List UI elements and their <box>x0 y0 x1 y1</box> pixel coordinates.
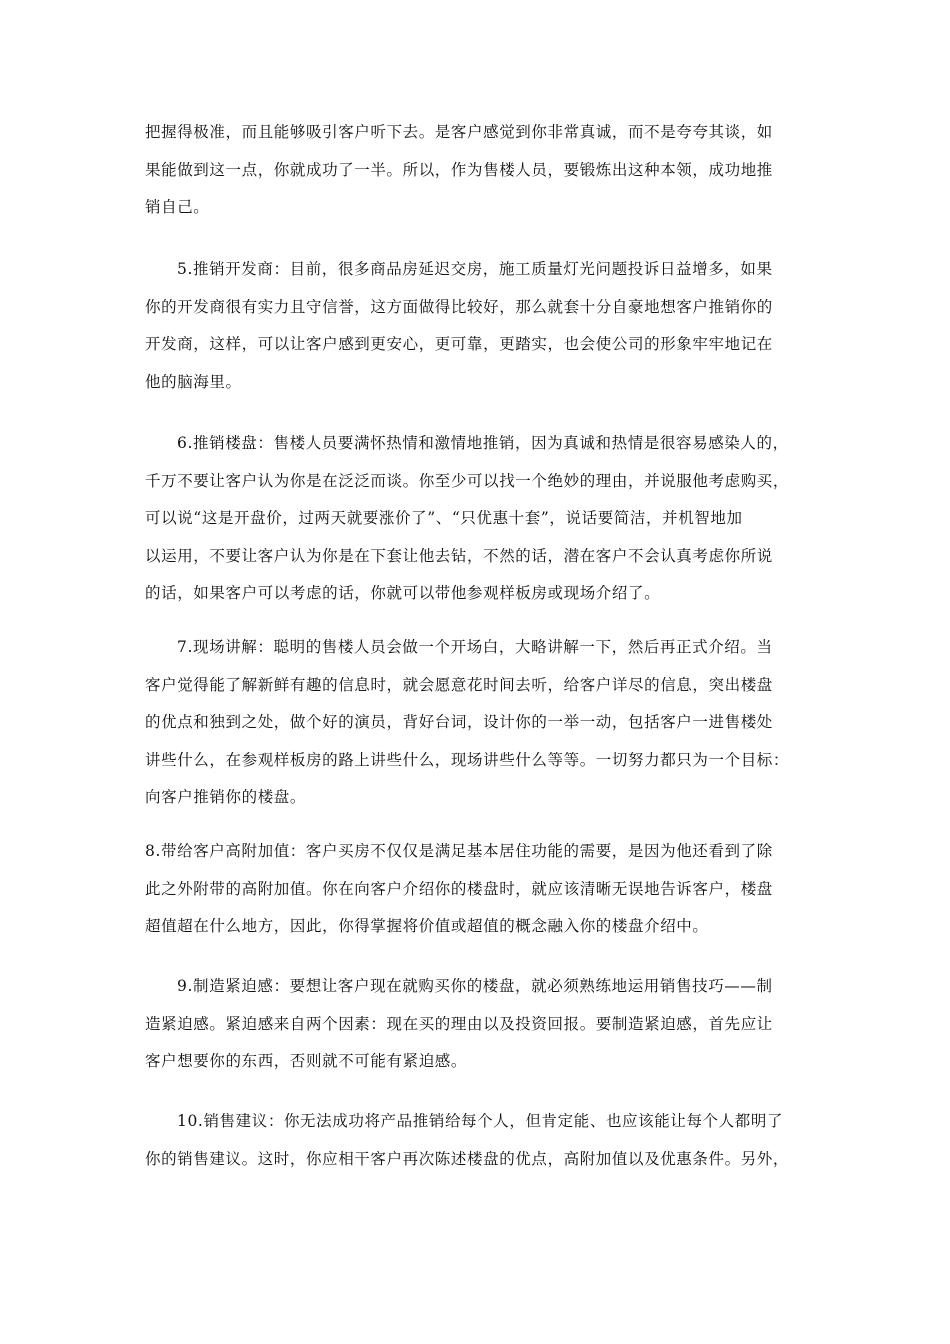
text-line: 造紧迫感。紧迫感来自两个因素：现在买的理由以及投资回报。要制造紧迫感，首先应让 <box>145 1014 773 1033</box>
text-line: 的话，如果客户可以考虑的话，你就可以带他参观样板房或现场介绍了。 <box>145 584 661 602</box>
text-line: 向客户推销你的楼盘。 <box>145 788 307 806</box>
text-line: 他的脑海里。 <box>145 372 242 391</box>
text-line: 超值超在什么地方，因此，你得掌握将价值或超值的概念融入你的楼盘介绍中。 <box>145 917 709 935</box>
text-line: 开发商，这样，可以让客户感到更安心，更可靠，更踏实，也会使公司的形象牢牢地记在 <box>145 335 773 353</box>
text-line: 9.制造紧迫感：要想让客户现在就购买你的楼盘，就必须熟练地运用销售技巧——制 <box>177 977 773 995</box>
paragraph-self-promotion <box>145 114 810 227</box>
text-line: 以运用，不要让客户认为你是在下套让他去钻，不然的话，潜在客户不会认真考虑你所说 <box>145 546 773 565</box>
text-line: 销自己。 <box>145 198 210 216</box>
text-line: 你的开发商很有实力且守信誉，这方面做得比较好，那么就套十分自豪地想客户推销你的 <box>145 297 773 316</box>
paragraph-site-explanation <box>145 629 810 817</box>
text-line: 把握得极准，而且能够吸引客户听下去。是客户感觉到你非常真诚，而不是夸夸其谈，如 <box>145 123 773 141</box>
text-line: 的优点和独到之处，做个好的演员，背好台词，设计你的一举一动，包括客户一进售楼处 <box>145 713 773 731</box>
text-line: 此之外附带的高附加值。你在向客户介绍你的楼盘时，就应该清晰无误地告诉客户，楼盘 <box>145 879 773 898</box>
paragraph-added-value <box>145 833 810 946</box>
paragraph-urgency <box>145 968 810 1081</box>
text-line: 7.现场讲解：聪明的售楼人员会做一个开场白，大略讲解一下，然后再正式介绍。当 <box>177 638 773 656</box>
text-line: 千万不要让客户认为你是在泛泛而谈。你至少可以找一个绝妙的理由，并说服他考虑购买， <box>145 471 790 490</box>
paragraph-sales-proposal <box>145 1103 810 1178</box>
text-line: 8.带给客户高附加值：客户买房不仅仅是满足基本居住功能的需要，是因为他还看到了除 <box>145 842 773 860</box>
text-line: 讲些什么，在参观样板房的路上讲些什么，现场讲些什么等等。一切努力都只为一个目标： <box>145 750 790 769</box>
text-line: 6.推销楼盘：售楼人员要满怀热情和激情地推销，因为真诚和热情是很容易感染人的， <box>177 434 789 452</box>
text-line: 客户想要你的东西，否则就不可能有紧迫感。 <box>145 1052 468 1070</box>
paragraph-promote-property <box>145 425 810 613</box>
text-line: 可以说“这是开盘价，过两天就要涨价了”、“只优惠十套”，说话要简洁，并机智地加 <box>145 509 743 527</box>
paragraph-promote-developer <box>145 251 810 401</box>
text-line: 10.销售建议：你无法成功将产品推销给每个人，但肯定能、也应该能让每个人都明了 <box>177 1112 784 1130</box>
text-line: 5.推销开发商：目前，很多商品房延迟交房，施工质量灯光问题投诉日益增多，如果 <box>177 260 773 278</box>
text-line: 果能做到这一点，你就成功了一半。所以，作为售楼人员，要锻炼出这种本领，成功地推 <box>145 160 773 179</box>
text-line: 你的销售建议。这时，你应相干客户再次陈述楼盘的优点，高附加值以及优惠条件。另外， <box>145 1149 790 1168</box>
text-line: 客户觉得能了解新鲜有趣的信息时，就会愿意花时间去听，给客户详尽的信息，突出楼盘 <box>145 675 773 694</box>
